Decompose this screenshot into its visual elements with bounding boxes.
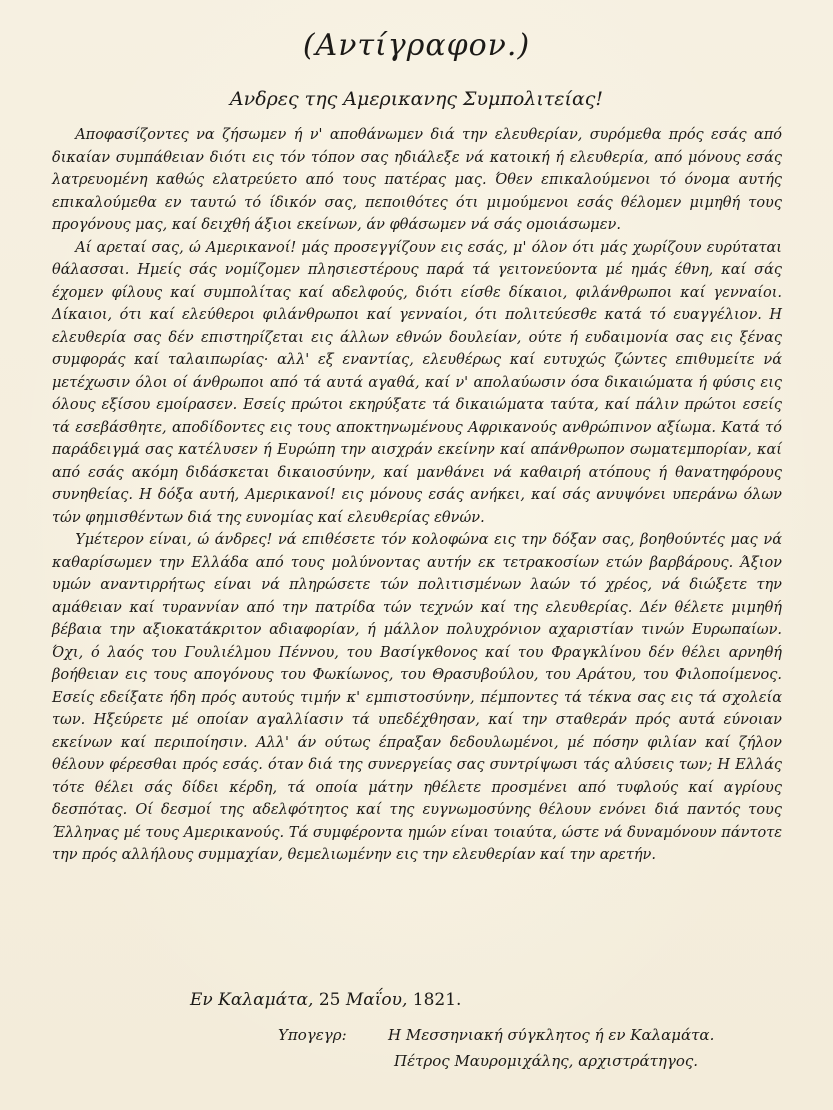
- salutation: Ανδρες της Αμερικανης Συμπολιτείας!: [229, 88, 604, 110]
- signature-line-1: Η Μεσσηνιακή σύγκλητος ή εν Καλαμάτα.: [388, 1026, 715, 1044]
- paragraph-1: Αποφασίζοντες να ζήσωμεν ή ν' αποθάνωμεν διά την ελευθερίαν, συρόμεθα πρός εσάς από δικαίαν συμπάθειαν διότι εις τόν τόπον σας ηδιάλεξε νά κατοική ή ελευθερία, από μόνους εσάς λατρευομένη καθώς ελατρεύετο από τους πατέρας μας. Όθεν επικαλούμενοι τό όνομα αυτής επικαλούμεθα εν ταυτώ τό ίδικόν σας, πεποιθότες ότι μιμούμενοι εσάς θέλομεν μιμηθή τους προγόνους μας, καί δειχθή άξιοι εκείνων, άν φθάσωμεν νά σάς ομοιάσωμεν.: [52, 127, 782, 233]
- signature-block: [278, 1022, 714, 1074]
- paragraph-3: Υμέτερον είναι, ώ άνδρες! νά επιθέσετε τόν κολοφώνα εις την δόξαν σας, βοηθούντές μας νά καθαρίσωμεν την Ελλάδα από τους μολύνοντας αυτήν εκ τετρακοσίων ετών βαρβάρους. Άξιον υμών αναντιρρήτως είναι νά πληρώσετε τών πολιτισμένων λαών τό χρέος, νά διώξετε την αμάθειαν καί τυραννίαν από την πατρίδα τών τεχνών καί της ελευθερίας. Δέν θέλετε μιμηθή βέβαια την αξιοκατάκριτον αδιαφορίαν, ή μάλλον πολυχρόνιον αχαριστίαν τινών Ευρωπαίων. Όχι, ό λαός του Γουλιέλμου Πέννου, του Βασίγκθονος καί του Φραγκλίνου δέν θέλει αρνηθή βοήθειαν εις τους απογόνους του Φωκίωνος, του Θρασυβούλου, του Αράτου, του Φιλοποίμενος. Εσείς εδείξατε ήδη πρός αυτούς τιμήν κ' εμπιστοσύνην, πέμποντες τά τέκνα σας εις τά σχολεία των. Ηξεύρετε μέ οποίαν αγαλλίασιν τά υπεδέχθησαν, καί την σταθεράν πρός αυτά εύνοιαν εκείνων καί περιποίησιν. Αλλ' άν ούτως έπραξαν δεδουλωμένοι, μέ πόσην φιλίαν καί ζήλον θέλουν φέρεσθαι πρός εσάς. όταν διά της συνεργείας σας συντρίψωσι τάς αλύσεις των; Η Ελλάς τότε θέλει σάς δίδει κέρδη, τά οποία μάτην ηθέλετε προσμένει από τυφλούς καί αγρίους δεσπότας. Οί δεσμοί της αδελφότητος καί της ευγνωμοσύνης θέλουν ενόνει διά παντός τους Έλληνας μέ τους Αμερικανούς. Τά συμφέροντα ημών είναι τοιαύτα, ώστε νά δυναμόνουν πάντοτε την πρός αλλήλους συμμαχίαν, θεμελιωμένην εις την ελευθερίαν καί την αρετήν.: [52, 532, 782, 863]
- dateline-day: 25: [318, 990, 341, 1010]
- signature-line-2: Πέτρος Μαυρομιχάλης, αρχιστράτηγος.: [394, 1052, 699, 1070]
- signature-row: [278, 1022, 714, 1048]
- document-heading: (Αντίγραφον.): [302, 28, 531, 63]
- letter-body: [52, 124, 782, 867]
- paragraph-2: Αί αρεταί σας, ώ Αμερικανοί! μάς προσεγγίζουν εις εσάς, μ' όλον ότι μάς χωρίζουν ευρύταται θάλασσαι. Ημείς σάς νομίζομεν πλησιεστέρους παρά τά γειτονεύοντα μέ ημάς έθνη, καί σάς έχομεν φίλους καί συμπολίτας καί αδελφούς, διότι είσθε δίκαιοι, φιλάνθρωποι καί γενναίοι. Δίκαιοι, ότι καί ελεύθεροι φιλάνθρωποι καί γενναίοι, ότι πολιτεύεσθε κατά τό ευαγγέλιον. Η ελευθερία σας δέν επιστηρίζεται εις άλλων εθνών δουλείαν, ούτε ή ευδαιμονία σας εις ξένας συμφοράς καί ταλαιπωρίας· αλλ' εξ εναντίας, ελευθέρως καί ευτυχώς ζώντες επιθυμείτε νά μετέχωσιν όλοι οί άνθρωποι από τά αυτά αγαθά, καί ν' απολαύωσιν όσα δικαιώματα ή φύσις εις όλους εξίσου εμοίρασεν. Εσείς πρώτοι εκηρύξατε τά δικαιώματα ταύτα, καί πάλιν πρώτοι εσείς τά εσεβάσθητε, αποδίδοντες εις τους αποκτηνωμένους Αφρικανούς ανθρώπινον αξίωμα. Κατά τό παράδειγμά σας κατέλυσεν ή Ευρώπη την αισχράν εκείνην καί απάνθρωπον σωματεμπορίαν, καί από εσάς ακόμη διδάσκεται δικαιοσύνην, καί μανθάνει νά καθαιρή ατόπους ή θανατηφόρους συνηθείας. Η δόξα αυτή, Αμερικανοί! εις μόνους εσάς ανήκει, καί σάς ανυψόνει υπεράνω όλων τών φημισθέντων διά της ευνομίας καί ελευθερίας εθνών.: [52, 239, 782, 526]
- dateline-month: Μαΐου,: [345, 990, 408, 1010]
- dateline: [190, 990, 461, 1010]
- signature-label: Υπογεγρ:: [278, 1026, 347, 1044]
- dateline-year: 1821.: [412, 990, 462, 1010]
- dateline-place: Εν Καλαμάτα,: [190, 990, 314, 1010]
